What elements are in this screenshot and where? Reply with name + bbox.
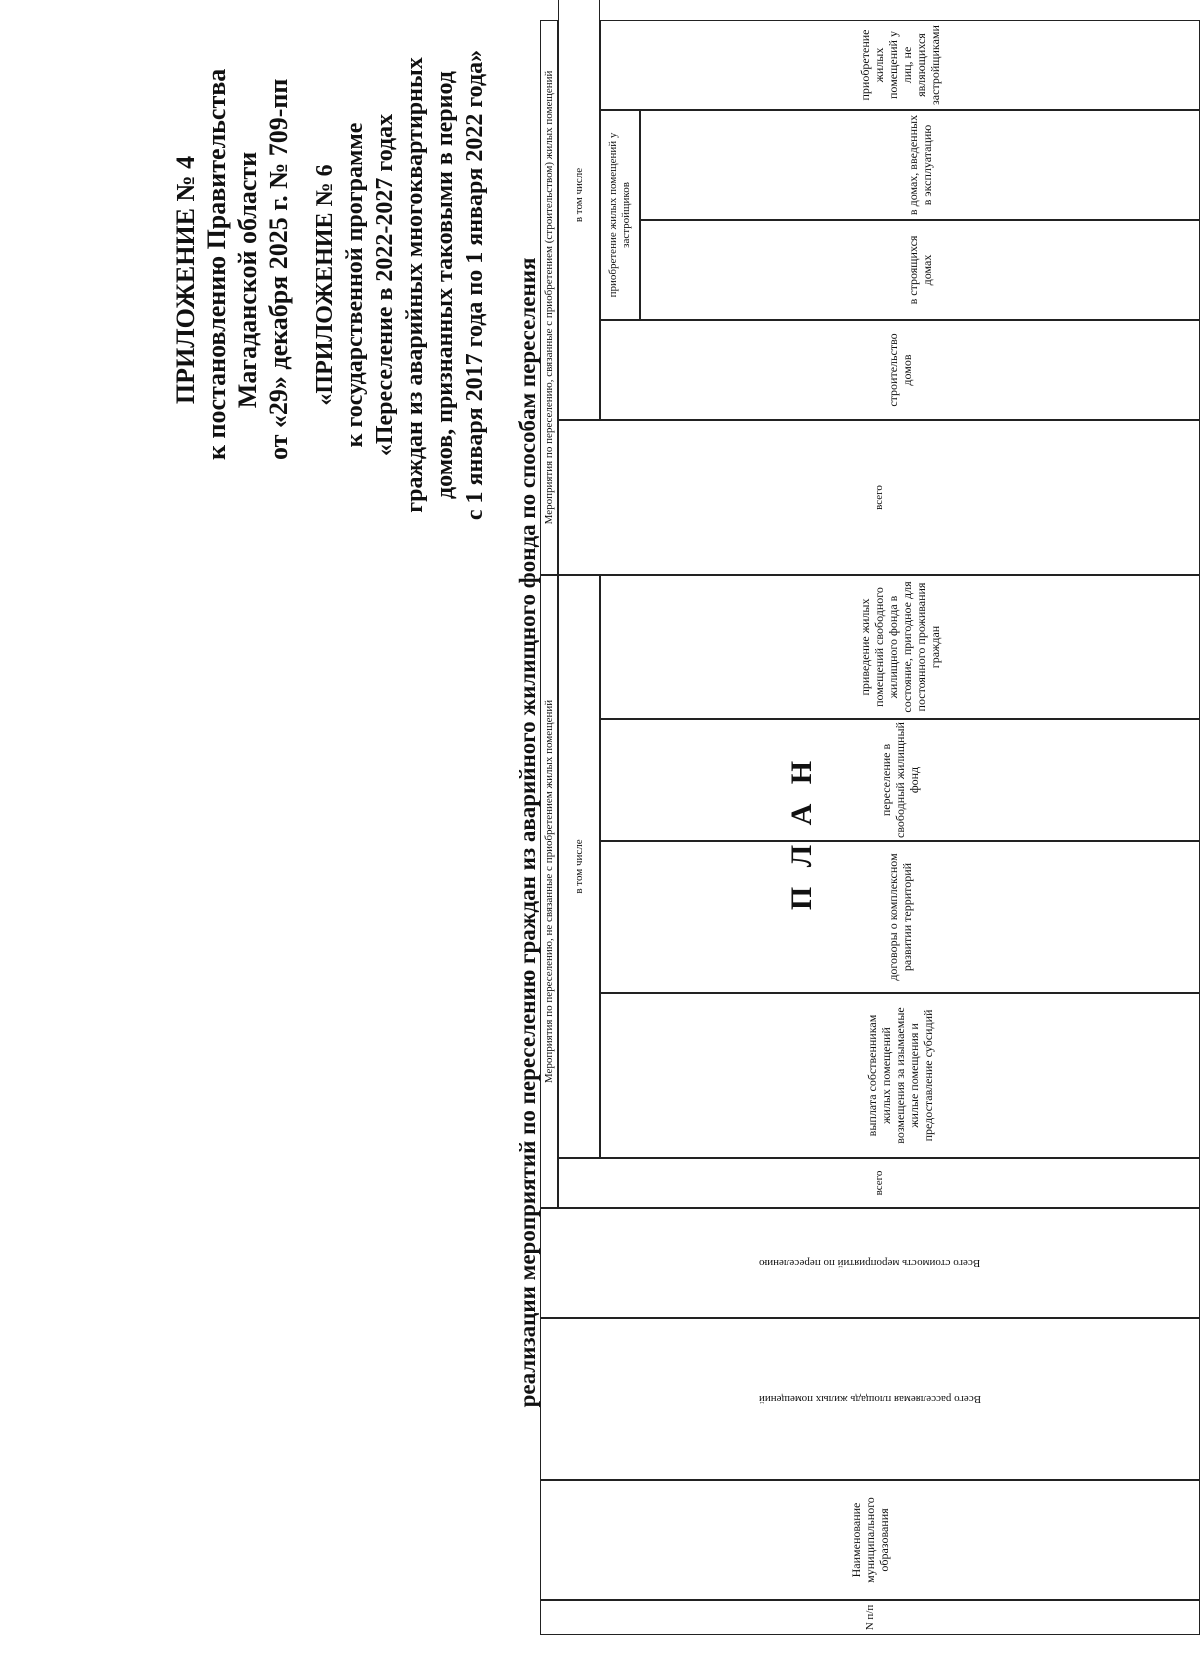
group1-including-label: в том числе <box>572 839 585 894</box>
col-payment-to-owners <box>600 993 1200 1158</box>
col-in-commissioned-houses <box>640 110 1200 220</box>
col-acquisition-from-developers-label: приобретение жилых помещений у застройщиков <box>607 132 632 298</box>
group-acquisition-label: Мероприятия по переселению, связанные с приобретением (строительством) жилых помещений <box>542 70 555 525</box>
header-col-total-cost-label: Всего стоимость мероприятий по переселению <box>759 1257 981 1270</box>
appendix-line: Магаданской области <box>233 151 262 409</box>
header-col-total-cost <box>540 1208 1200 1318</box>
col-bringing-free-fund <box>600 575 1200 719</box>
program-line: домов, признанных таковыми в период <box>432 71 458 499</box>
header-col-municipality-label: Наименование муниципального образования <box>849 1497 891 1583</box>
group1-total <box>558 1158 1200 1208</box>
header-col-total-area <box>540 1318 1200 1480</box>
group2-total-label: всего <box>872 485 885 510</box>
group-not-acquisition <box>540 575 558 1208</box>
col-house-construction-label: строительство домов <box>886 333 914 407</box>
appendix-line: ПРИЛОЖЕНИЕ № 4 <box>171 155 200 405</box>
header-col-number <box>540 1600 1200 1635</box>
col-acquisition-non-developers <box>600 20 1200 110</box>
program-line: «ПРИЛОЖЕНИЕ № 6 <box>312 164 338 406</box>
appendix-line: от «29» декабря 2025 г. № 709-пп <box>264 78 293 460</box>
group-not-acquisition-label: Мероприятия по переселению, не связанные с приобретением жилых помещений <box>542 699 555 1084</box>
col-in-houses-under-construction-label: в строящихся домах <box>906 235 934 305</box>
plan-table <box>540 20 1200 1635</box>
col-in-commissioned-houses-label: в домах, введенных в эксплуатацию <box>906 114 934 216</box>
col-in-houses-under-construction <box>640 220 1200 320</box>
group2-including <box>558 0 600 420</box>
group1-including <box>558 575 600 1158</box>
header-col-municipality <box>540 1480 1200 1600</box>
appendix-line: к постановлению Правительства <box>202 68 231 460</box>
col-acquisition-from-developers <box>600 110 640 320</box>
col-resettlement-free-fund <box>600 719 1200 841</box>
col-acquisition-non-developers-label: приобретение жилых помещений у лиц, не являющихся застройщиками <box>858 25 942 105</box>
program-line: к государственной программе <box>342 122 368 448</box>
group-acquisition <box>540 20 558 575</box>
appendix-header <box>170 68 294 460</box>
program-header <box>310 35 490 535</box>
group2-including-label: в том числе <box>572 167 585 223</box>
col-resettlement-free-fund-label: переселение в свободный жилищный фонд <box>879 722 921 838</box>
col-complex-development-label: договоры о комплексном развитии территорий <box>886 853 914 981</box>
header-col-total-area-label: Всего расселяемая площадь жилых помещений <box>758 1393 982 1406</box>
program-line: граждан из аварийных многоквартирных <box>402 57 428 513</box>
col-house-construction <box>600 320 1200 420</box>
col-bringing-free-fund-label: приведение жилых помещений свободного жилищного фонда в состояние, пригодное для постоянного проживания граждан <box>858 581 942 713</box>
col-payment-to-owners-label: выплата собственникам жилых помещений возмещения за изымаемые жилые помещения и предоставление субсидий <box>865 1007 935 1144</box>
program-line: «Переселение в 2022-2027 годах <box>372 113 398 457</box>
plan-subtitle: реализации мероприятий по переселению граждан из аварийного жилищного фонда по способам переселения <box>515 257 540 1408</box>
plan-title: П Л А Н <box>785 754 818 911</box>
program-line: с 1 января 2017 года по 1 января 2022 года» <box>462 49 488 521</box>
group2-total <box>558 420 1200 575</box>
header-col-number-label: N п/п <box>863 1604 876 1631</box>
col-complex-development <box>600 841 1200 993</box>
group1-total-label: всего <box>872 1170 885 1196</box>
